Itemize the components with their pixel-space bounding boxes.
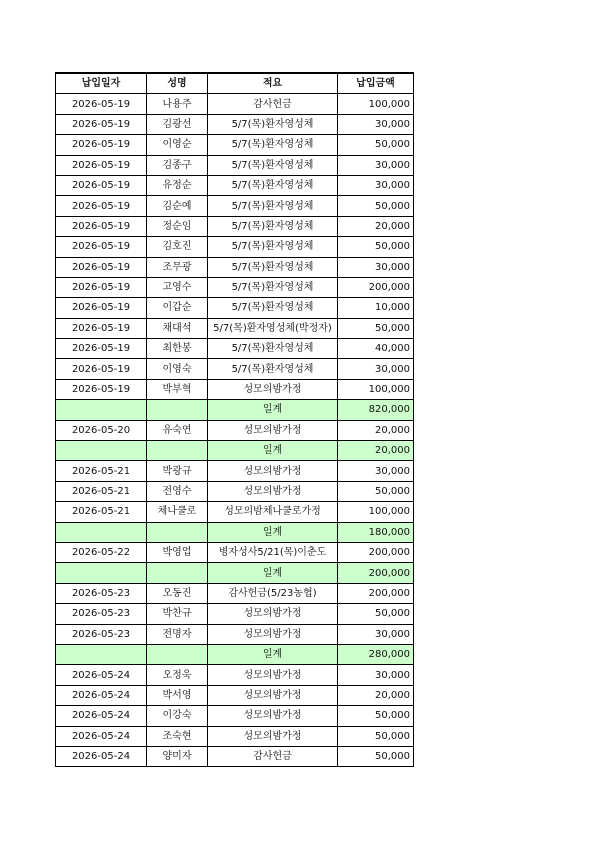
table-row (56, 216, 414, 236)
name-cell: 유숙연 (147, 420, 208, 440)
amount-cell: 30,000 (338, 624, 414, 644)
table-row (56, 461, 414, 481)
date-cell: 2026-05-19 (56, 339, 147, 359)
name-cell: 오동진 (147, 583, 208, 603)
table-row (56, 135, 414, 155)
description-cell: 성모의밤가정 (208, 420, 338, 440)
header-name: 성명 (147, 73, 208, 94)
amount-cell: 30,000 (338, 461, 414, 481)
header-payment-date: 납입일자 (56, 73, 147, 94)
description-cell: 5/7(목)환자영성체 (208, 339, 338, 359)
date-cell: 2026-05-21 (56, 481, 147, 501)
amount-cell: 50,000 (338, 135, 414, 155)
description-cell: 성모의밤가정 (208, 624, 338, 644)
description-cell: 성모의밤가정 (208, 685, 338, 705)
description-cell: 성모의밤체나쿨로가정 (208, 502, 338, 522)
date-cell: 2026-05-23 (56, 604, 147, 624)
table-row (56, 155, 414, 175)
amount-cell: 50,000 (338, 604, 414, 624)
name-cell: 박광규 (147, 461, 208, 481)
table-row (56, 94, 414, 114)
name-cell: 오정욱 (147, 665, 208, 685)
date-cell: 2026-05-24 (56, 726, 147, 746)
description-cell: 감사헌금(5/23농협) (208, 583, 338, 603)
description-cell: 5/7(목)환자영성체 (208, 237, 338, 257)
description-cell: 성모의밤가정 (208, 604, 338, 624)
description-cell: 성모의밤가정 (208, 665, 338, 685)
amount-cell: 20,000 (338, 441, 414, 461)
description-cell: 성모의밤가정 (208, 461, 338, 481)
description-cell: 병자성사5/21(목)이춘도 (208, 542, 338, 562)
name-cell (147, 441, 208, 461)
subtotal-row (56, 400, 414, 420)
description-cell: 일계 (208, 563, 338, 583)
amount-cell: 180,000 (338, 522, 414, 542)
name-cell: 박영업 (147, 542, 208, 562)
table-row (56, 583, 414, 603)
description-cell: 5/7(목)환자영성체 (208, 216, 338, 236)
subtotal-row (56, 563, 414, 583)
date-cell: 2026-05-19 (56, 318, 147, 338)
name-cell: 이강숙 (147, 706, 208, 726)
date-cell (56, 522, 147, 542)
amount-cell: 30,000 (338, 114, 414, 134)
date-cell: 2026-05-21 (56, 461, 147, 481)
table-row (56, 196, 414, 216)
description-cell: 일계 (208, 522, 338, 542)
name-cell: 박부혁 (147, 379, 208, 399)
date-cell: 2026-05-23 (56, 624, 147, 644)
name-cell: 양미자 (147, 746, 208, 766)
amount-cell: 30,000 (338, 175, 414, 195)
header-row (56, 73, 414, 94)
name-cell: 김종구 (147, 155, 208, 175)
name-cell: 채대석 (147, 318, 208, 338)
description-cell: 성모의밤가정 (208, 379, 338, 399)
amount-cell: 20,000 (338, 685, 414, 705)
amount-cell: 100,000 (338, 94, 414, 114)
date-cell: 2026-05-19 (56, 135, 147, 155)
name-cell: 조무광 (147, 257, 208, 277)
table-row (56, 277, 414, 297)
date-cell: 2026-05-23 (56, 583, 147, 603)
date-cell: 2026-05-24 (56, 685, 147, 705)
description-cell: 성모의밤가정 (208, 706, 338, 726)
date-cell: 2026-05-19 (56, 237, 147, 257)
date-cell: 2026-05-19 (56, 298, 147, 318)
amount-cell: 20,000 (338, 420, 414, 440)
table-row (56, 502, 414, 522)
amount-cell: 200,000 (338, 542, 414, 562)
date-cell: 2026-05-19 (56, 379, 147, 399)
name-cell: 최한봉 (147, 339, 208, 359)
amount-cell: 100,000 (338, 502, 414, 522)
amount-cell: 30,000 (338, 257, 414, 277)
description-cell: 5/7(목)환자영성체 (208, 298, 338, 318)
amount-cell: 50,000 (338, 726, 414, 746)
name-cell (147, 522, 208, 542)
amount-cell: 50,000 (338, 237, 414, 257)
amount-cell: 200,000 (338, 277, 414, 297)
description-cell: 5/7(목)환자영성체(박정자) (208, 318, 338, 338)
amount-cell: 50,000 (338, 318, 414, 338)
description-cell: 5/7(목)환자영성체 (208, 277, 338, 297)
table-row (56, 359, 414, 379)
description-cell: 일계 (208, 441, 338, 461)
date-cell: 2026-05-19 (56, 216, 147, 236)
date-cell: 2026-05-24 (56, 746, 147, 766)
table-row (56, 665, 414, 685)
description-cell: 감사헌금 (208, 94, 338, 114)
name-cell: 이갑순 (147, 298, 208, 318)
table-row (56, 706, 414, 726)
name-cell: 이영순 (147, 135, 208, 155)
amount-cell: 30,000 (338, 155, 414, 175)
date-cell: 2026-05-24 (56, 665, 147, 685)
header-description: 적요 (208, 73, 338, 94)
date-cell (56, 441, 147, 461)
date-cell: 2026-05-19 (56, 175, 147, 195)
table-row (56, 257, 414, 277)
description-cell: 5/7(목)환자영성체 (208, 257, 338, 277)
amount-cell: 50,000 (338, 196, 414, 216)
name-cell: 김호진 (147, 237, 208, 257)
name-cell (147, 644, 208, 664)
amount-cell: 30,000 (338, 359, 414, 379)
description-cell: 5/7(목)환자영성체 (208, 114, 338, 134)
name-cell: 유정순 (147, 175, 208, 195)
name-cell: 체나쿨로 (147, 502, 208, 522)
date-cell: 2026-05-22 (56, 542, 147, 562)
description-cell: 5/7(목)환자영성체 (208, 196, 338, 216)
date-cell: 2026-05-20 (56, 420, 147, 440)
name-cell: 전명자 (147, 624, 208, 644)
table-row (56, 542, 414, 562)
table-row (56, 318, 414, 338)
date-cell: 2026-05-19 (56, 359, 147, 379)
table-row (56, 746, 414, 766)
subtotal-row (56, 522, 414, 542)
table-row (56, 624, 414, 644)
name-cell (147, 563, 208, 583)
date-cell: 2026-05-19 (56, 196, 147, 216)
amount-cell: 10,000 (338, 298, 414, 318)
description-cell: 성모의밤가정 (208, 726, 338, 746)
amount-cell: 200,000 (338, 563, 414, 583)
description-cell: 5/7(목)환자영성체 (208, 155, 338, 175)
amount-cell: 50,000 (338, 746, 414, 766)
description-cell: 5/7(목)환자영성체 (208, 359, 338, 379)
subtotal-row (56, 441, 414, 461)
header-amount: 납입금액 (338, 73, 414, 94)
name-cell: 고영수 (147, 277, 208, 297)
amount-cell: 20,000 (338, 216, 414, 236)
table-row (56, 379, 414, 399)
date-cell: 2026-05-19 (56, 277, 147, 297)
date-cell: 2026-05-19 (56, 155, 147, 175)
description-cell: 5/7(목)환자영성체 (208, 135, 338, 155)
table-row (56, 726, 414, 746)
table-row (56, 685, 414, 705)
name-cell: 박찬규 (147, 604, 208, 624)
description-cell: 감사헌금 (208, 746, 338, 766)
table-row (56, 298, 414, 318)
date-cell: 2026-05-19 (56, 257, 147, 277)
donation-ledger-table (55, 72, 414, 767)
name-cell: 정순임 (147, 216, 208, 236)
date-cell (56, 563, 147, 583)
date-cell: 2026-05-19 (56, 114, 147, 134)
table-row (56, 114, 414, 134)
amount-cell: 40,000 (338, 339, 414, 359)
subtotal-row (56, 644, 414, 664)
table-row (56, 237, 414, 257)
name-cell: 김광선 (147, 114, 208, 134)
amount-cell: 100,000 (338, 379, 414, 399)
description-cell: 성모의밤가정 (208, 481, 338, 501)
amount-cell: 820,000 (338, 400, 414, 420)
name-cell: 김순예 (147, 196, 208, 216)
amount-cell: 30,000 (338, 665, 414, 685)
amount-cell: 200,000 (338, 583, 414, 603)
name-cell: 조숙현 (147, 726, 208, 746)
name-cell: 박서영 (147, 685, 208, 705)
date-cell (56, 400, 147, 420)
date-cell (56, 644, 147, 664)
amount-cell: 50,000 (338, 481, 414, 501)
table-row (56, 481, 414, 501)
description-cell: 일계 (208, 400, 338, 420)
date-cell: 2026-05-24 (56, 706, 147, 726)
name-cell: 나용주 (147, 94, 208, 114)
name-cell: 전영수 (147, 481, 208, 501)
amount-cell: 280,000 (338, 644, 414, 664)
description-cell: 5/7(목)환자영성체 (208, 175, 338, 195)
description-cell: 일계 (208, 644, 338, 664)
table-row (56, 604, 414, 624)
amount-cell: 50,000 (338, 706, 414, 726)
table-row (56, 420, 414, 440)
name-cell (147, 400, 208, 420)
date-cell: 2026-05-21 (56, 502, 147, 522)
name-cell: 이영숙 (147, 359, 208, 379)
table-row (56, 339, 414, 359)
table-row (56, 175, 414, 195)
date-cell: 2026-05-19 (56, 94, 147, 114)
